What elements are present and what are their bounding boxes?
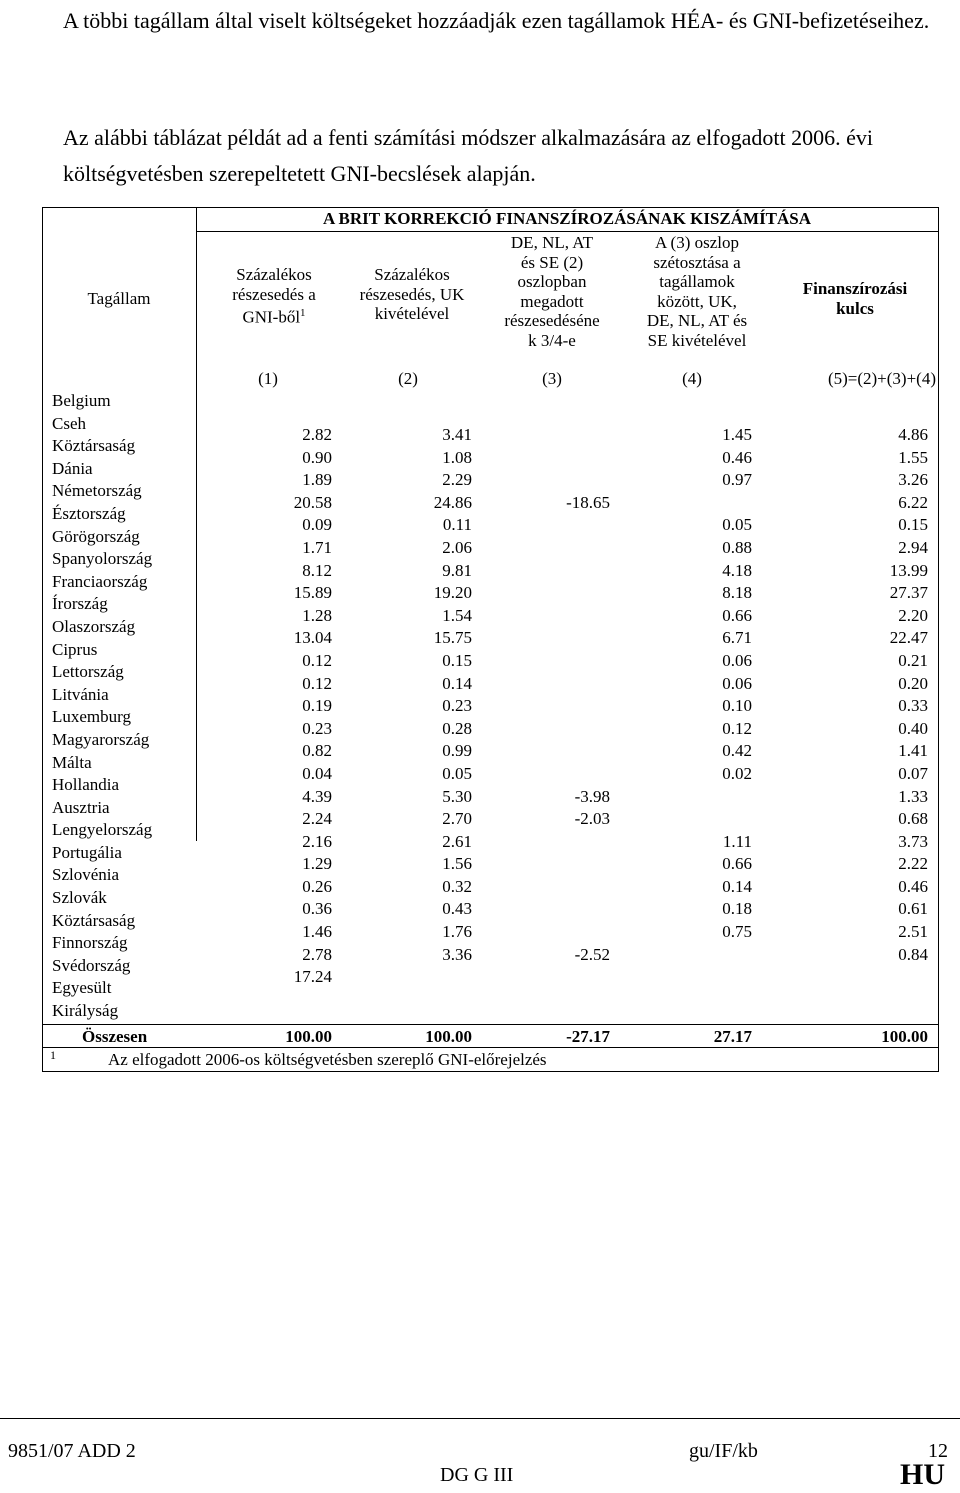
table-cell	[662, 966, 752, 989]
table-cell: 0.04	[302, 763, 332, 783]
table-cell: 1.56	[442, 854, 472, 874]
table-cell: 1.08	[442, 447, 472, 467]
table-cell	[522, 424, 610, 447]
table-cell: 0.84	[898, 944, 928, 964]
table-total-divider-top	[42, 1024, 939, 1025]
total-col2: 100.00	[425, 1027, 472, 1046]
footer-doc-ref: 9851/07 ADD 2	[8, 1440, 136, 1462]
table-cell: 1.89	[302, 470, 332, 490]
table-cell: 3.73	[898, 831, 928, 851]
table-cell: 0.88	[722, 537, 752, 557]
table-cell: 0.66	[722, 854, 752, 874]
table-cell: 0.43	[442, 899, 472, 919]
header-col3: DE, NL, AT és SE (2) oszlopban megadott részesedéséne k 3/4-e	[504, 233, 600, 350]
table-cell: 27.37	[889, 583, 928, 603]
country-name: Hollandia	[52, 775, 120, 795]
table-cell	[522, 831, 610, 854]
column-financing-key	[822, 424, 928, 989]
country-name: Németország	[52, 481, 142, 501]
page-footer	[0, 1418, 960, 1493]
table-cell: 0.90	[302, 447, 332, 467]
footnote-mark: 1	[50, 1048, 56, 1062]
country-list	[52, 390, 152, 1023]
table-cell	[662, 808, 752, 831]
table-cell: 19.20	[433, 583, 472, 603]
table-cell: 1.76	[442, 922, 472, 942]
table-cell	[662, 944, 752, 967]
table-cell: 0.61	[898, 899, 928, 919]
total-label: Összesen	[82, 1027, 148, 1046]
table-cell	[522, 560, 610, 583]
col-number-1: (1)	[258, 369, 278, 388]
table-cell: 0.68	[898, 809, 928, 829]
table-cell	[522, 740, 610, 763]
header-col4: A (3) oszlop szétosztása a tagállamok között, UK, DE, NL, AT és SE kivételével	[646, 233, 748, 350]
table-cell: 0.66	[722, 605, 752, 625]
country-name: Ausztria	[52, 797, 110, 817]
table-cell	[822, 966, 928, 989]
header-tagallam: Tagállam	[87, 289, 151, 308]
table-cell	[522, 514, 610, 537]
country-name: Spanyolország	[52, 549, 153, 569]
table-cell: 1.41	[898, 741, 928, 761]
table-cell: 0.06	[722, 650, 752, 670]
table-cell: 0.06	[722, 673, 752, 693]
total-col5: 100.00	[881, 1027, 928, 1046]
table-cell: 0.46	[898, 876, 928, 896]
table-cell: 17.24	[293, 967, 332, 987]
table-cell: 0.28	[442, 718, 472, 738]
table-cell: 13.04	[293, 628, 332, 648]
header-col5: Finanszírozási kulcs	[802, 279, 908, 318]
footer-page-number: 12	[928, 1440, 948, 1462]
table-cell: 0.18	[722, 899, 752, 919]
table-border-top	[42, 207, 939, 208]
table-cell: 0.40	[898, 718, 928, 738]
paragraph-2: Az alábbi táblázat példát ad a fenti számítási módszer alkalmazására az elfogadott 2006. évi költségvetésben szerepeltetett GNI-becslések alapján.	[63, 125, 873, 186]
table-cell: 1.29	[302, 854, 332, 874]
table-cell: 0.21	[898, 650, 928, 670]
paragraph-1: A többi tagállam által viselt költségeket hozzáadják ezen tagállamok HÉA- és GNI-befizetéseihez.	[63, 8, 930, 33]
column-gni-share	[242, 424, 332, 989]
table-cell: 4.86	[898, 425, 928, 444]
column-share-excl-uk	[382, 424, 472, 989]
table-cell: 2.16	[302, 831, 332, 851]
table-cell: 0.23	[302, 718, 332, 738]
table-cell: 20.58	[293, 492, 332, 512]
table-cell: 0.05	[442, 763, 472, 783]
table-border-right	[938, 207, 939, 1071]
table-cell: -18.65	[566, 492, 610, 512]
table-cell: 0.36	[302, 899, 332, 919]
table-cell: 4.39	[302, 786, 332, 806]
table-cell: 15.89	[293, 583, 332, 603]
table-cell	[382, 966, 472, 989]
table-cell: 0.05	[722, 515, 752, 535]
table-cell: 0.32	[442, 876, 472, 896]
country-name: Portugália	[52, 842, 122, 862]
table-cell: 1.46	[302, 922, 332, 942]
table-cell: 0.12	[722, 718, 752, 738]
table-cell	[522, 605, 610, 628]
table-cell: 2.82	[302, 425, 332, 444]
col-number-3: (3)	[542, 369, 562, 388]
table-cell	[522, 853, 610, 876]
table-cell: 2.61	[442, 831, 472, 851]
table-cell: 0.12	[302, 650, 332, 670]
table-cell: 3.26	[898, 470, 928, 490]
table-cell	[522, 627, 610, 650]
table-cell: 0.42	[722, 741, 752, 761]
col-number-5: (5)=(2)+(3)+(4)	[827, 369, 936, 388]
uk-correction-table	[42, 207, 939, 1072]
table-total-divider-bottom	[42, 1047, 939, 1048]
table-cell: 0.02	[722, 763, 752, 783]
table-cell: 3.36	[442, 944, 472, 964]
table-cell: -2.52	[574, 944, 610, 964]
table-border-left	[42, 207, 43, 1071]
footer-dg: DG G III	[440, 1464, 514, 1486]
country-name: Litvánia	[52, 684, 109, 704]
table-cell: 24.86	[433, 492, 472, 512]
table-cell: 0.15	[898, 515, 928, 535]
table-cell: 2.94	[898, 537, 928, 557]
table-cell: 0.10	[722, 696, 752, 716]
col-number-4: (4)	[682, 369, 702, 388]
country-name: Ciprus	[52, 639, 98, 659]
table-divider-country	[196, 207, 197, 841]
table-cell	[522, 921, 610, 944]
table-cell: 0.14	[442, 673, 472, 693]
column-three-quarters	[522, 424, 610, 989]
country-name: Királyság	[52, 1001, 119, 1021]
table-cell	[522, 582, 610, 605]
col-number-2: (2)	[398, 369, 418, 388]
table-title-divider	[196, 231, 938, 232]
total-col1: 100.00	[285, 1027, 332, 1046]
table-cell: 2.70	[442, 809, 472, 829]
table-cell: 8.12	[302, 560, 332, 580]
country-name: Lengyelország	[52, 820, 153, 840]
table-cell: 0.26	[302, 876, 332, 896]
country-name: Finnország	[52, 933, 128, 953]
table-cell: 0.09	[302, 515, 332, 535]
table-cell: 2.06	[442, 537, 472, 557]
table-cell: 1.55	[898, 447, 928, 467]
country-name: Görögország	[52, 526, 140, 546]
header-col1: Százalékos részesedés a GNI-ből$^1$	[232, 265, 316, 327]
table-cell	[522, 695, 610, 718]
table-cell: 0.99	[442, 741, 472, 761]
table-border-bottom	[42, 1071, 939, 1072]
table-cell: 15.75	[433, 628, 472, 648]
country-name: Luxemburg	[52, 707, 132, 727]
country-name: Olaszország	[52, 616, 136, 636]
table-cell: 2.24	[302, 809, 332, 829]
table-cell: 0.23	[442, 696, 472, 716]
footnote-text: Az elfogadott 2006-os költségvetésben szereplő GNI-előrejelzés	[108, 1050, 547, 1069]
table-cell: 13.99	[889, 560, 928, 580]
table-cell: 0.82	[302, 741, 332, 761]
table-cell: 0.15	[442, 650, 472, 670]
country-name: Cseh	[52, 413, 86, 433]
table-cell: 0.20	[898, 673, 928, 693]
table-cell: 1.33	[898, 786, 928, 806]
country-name: Málta	[52, 752, 92, 772]
country-name: Lettország	[52, 662, 124, 682]
country-name: Szlovénia	[52, 865, 120, 885]
table-cell: 0.75	[722, 922, 752, 942]
footer-initials: gu/IF/kb	[689, 1440, 758, 1462]
footer-rule	[0, 1418, 960, 1419]
table-cell: 2.20	[898, 605, 928, 625]
table-cell: 0.46	[722, 447, 752, 467]
table-cell: 1.71	[302, 537, 332, 557]
table-cell: 6.22	[898, 492, 928, 512]
table-cell	[522, 650, 610, 673]
country-name: Köztársaság	[52, 910, 136, 930]
table-cell: 1.28	[302, 605, 332, 625]
table-cell: 2.51	[898, 922, 928, 942]
table-title: A BRIT KORREKCIÓ FINANSZÍROZÁSÁNAK KISZÁMÍTÁSA	[322, 209, 812, 228]
table-cell: 0.97	[722, 470, 752, 490]
table-cell	[662, 786, 752, 809]
table-cell: -3.98	[574, 786, 610, 806]
country-name: Egyesült	[52, 978, 112, 998]
table-cell	[522, 898, 610, 921]
country-name: Köztársaság	[52, 436, 136, 456]
table-cell	[522, 966, 610, 989]
table-cell: 1.54	[442, 605, 472, 625]
table-cell	[522, 673, 610, 696]
table-cell: 2.22	[898, 854, 928, 874]
country-name: Belgium	[52, 391, 111, 410]
country-name: Franciaország	[52, 571, 148, 591]
table-cell: 0.14	[722, 876, 752, 896]
table-cell	[522, 469, 610, 492]
table-cell: 0.12	[302, 673, 332, 693]
table-cell: 8.18	[722, 583, 752, 603]
table-cell: 0.11	[442, 515, 472, 535]
country-name: Svédország	[52, 955, 131, 975]
column-redistribution	[662, 424, 752, 989]
table-cell: 3.41	[442, 425, 472, 444]
table-cell: -2.03	[574, 809, 610, 829]
header-col2: Százalékos részesedés, UK kivételével	[359, 265, 465, 323]
table-cell: 5.30	[442, 786, 472, 806]
table-cell	[522, 718, 610, 741]
table-cell: 2.78	[302, 944, 332, 964]
table-cell: 2.29	[442, 470, 472, 490]
country-name: Szlovák	[52, 888, 107, 908]
table-cell: 0.19	[302, 696, 332, 716]
table-cell: 0.33	[898, 696, 928, 716]
table-cell: 1.45	[722, 425, 752, 444]
total-col4: 27.17	[713, 1027, 752, 1046]
table-cell	[522, 447, 610, 470]
country-name: Dánia	[52, 458, 93, 478]
table-cell	[522, 763, 610, 786]
table-cell: 0.07	[898, 763, 928, 783]
table-cell: 9.81	[442, 560, 472, 580]
table-cell: 1.11	[722, 831, 752, 851]
country-name: Írország	[52, 594, 108, 614]
table-cell	[522, 537, 610, 560]
table-cell: 22.47	[889, 628, 928, 648]
table-cell	[662, 492, 752, 515]
table-cell: 4.18	[722, 560, 752, 580]
country-name: Magyarország	[52, 729, 150, 749]
table-cell	[522, 876, 610, 899]
country-name: Észtország	[52, 503, 126, 523]
total-col3: -27.17	[566, 1027, 610, 1046]
footer-language: HU	[900, 1458, 945, 1491]
table-cell: 6.71	[722, 628, 752, 648]
